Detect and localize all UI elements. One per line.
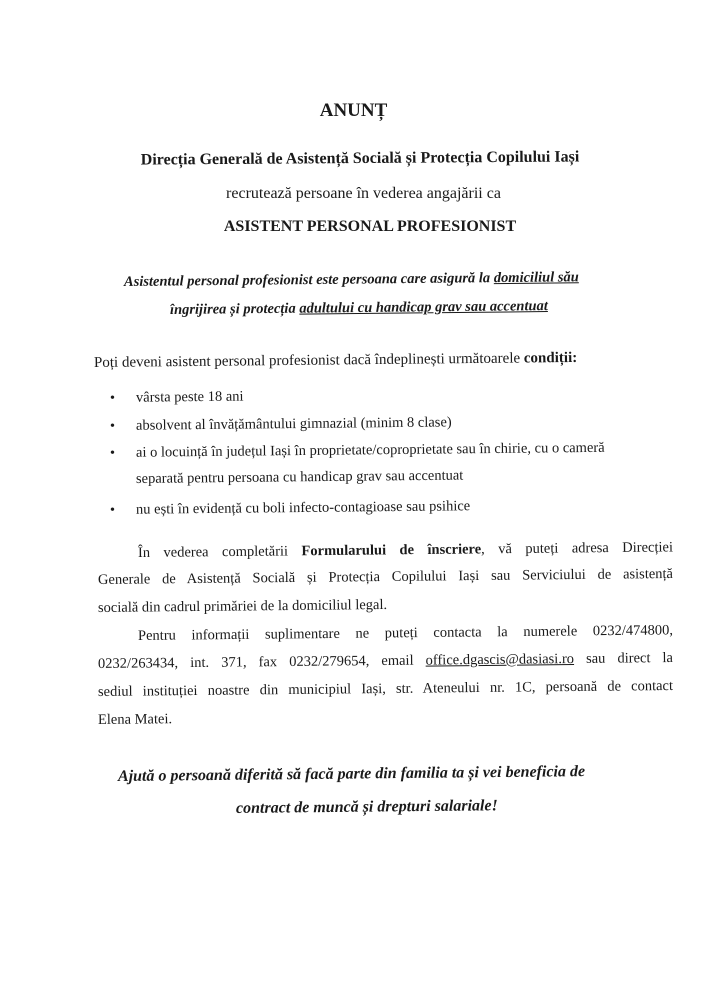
list-item-text: vârsta peste 18 ani (135, 388, 244, 406)
form-name: Formularului de înscriere (301, 541, 482, 560)
definition-text: Asistentul personal profesionist este persoana care asigură la (123, 270, 494, 290)
list-item-text: ai o locuință în județul Iași în proprietate/coproprietate sau în chirie, cu o cameră (135, 439, 605, 461)
paragraph-line-content (138, 539, 673, 562)
paragraph-line: Elena Matei. (97, 711, 173, 728)
list-item-continuation: separată pentru persoana cu handicap grav sau accentuat (135, 467, 464, 487)
definition-underlined: domiciliul său (493, 269, 579, 287)
paragraph-text: , vă puteți adresa Direcției (481, 539, 674, 558)
page-title: ANUNȚ (319, 100, 388, 121)
paragraph-text: Generale de Asistență Socială și Protecția Copilului Iași sau Serviciului de asistență (97, 565, 674, 588)
list-item (110, 440, 605, 462)
paragraph-text: În vederea completării (137, 543, 302, 561)
recruit-line: recrutează persoane în vederea angajării ca (226, 185, 501, 202)
organization-name: Direcția Generală de Asistență Socială și Protecția Copilului Iași (140, 148, 580, 169)
bullet-icon: • (109, 389, 116, 406)
bullet-icon: • (109, 417, 116, 434)
paragraph-line (138, 622, 673, 645)
paragraph-line-content (98, 650, 673, 673)
list-item-text: nu ești în evidență cu boli infecto-contagioase sau psihice (135, 498, 471, 518)
paragraph-text: Pentru informații suplimentare ne puteți contacta la numerele 0232/474800, (137, 622, 674, 644)
paragraph-line (138, 539, 673, 562)
paragraph-line: socială din cadrul primăriei de la domiciliul legal. (97, 596, 388, 616)
paragraph-text: sediul instituției noastre din municipiul Iași, str. Ateneului nr. 1C, persoană de contact (97, 677, 674, 700)
paragraph-line (98, 650, 673, 673)
paragraph-text: sau direct la (573, 649, 674, 668)
list-item (110, 389, 244, 407)
conditions-intro (94, 350, 577, 372)
paragraph-text: 0232/263434, int. 371, fax 0232/279654, email (97, 652, 426, 672)
list-item-text: absolvent al învățământului gimnazial (minim 8 clase) (135, 414, 452, 434)
conditions-intro-bold: condiții: (523, 349, 578, 367)
list-item (110, 498, 470, 519)
bullet-icon: • (109, 444, 116, 461)
email-link[interactable]: office.dgascis@dasiasi.ro (425, 651, 575, 669)
closing-line-2: contract de muncă și drepturi salariale! (235, 797, 498, 817)
definition-text: îngrijirea și protecția (169, 300, 300, 318)
bullet-icon: • (109, 501, 116, 518)
closing-line-1: Ajută o persoană diferită să facă parte din familia ta și vei beneficia de (117, 763, 586, 785)
conditions-intro-text: Poți deveni asistent personal profesionist dacă îndeplinești următoarele (93, 350, 524, 371)
definition-line-1 (124, 269, 579, 291)
definition-underlined: adultului cu handicap grav sau accentuat (299, 298, 548, 317)
paragraph-line (98, 678, 673, 701)
paragraph-line (98, 566, 673, 589)
definition-line-2 (170, 298, 548, 319)
position-title: ASISTENT PERSONAL PROFESIONIST (223, 218, 517, 235)
list-item (110, 414, 452, 435)
